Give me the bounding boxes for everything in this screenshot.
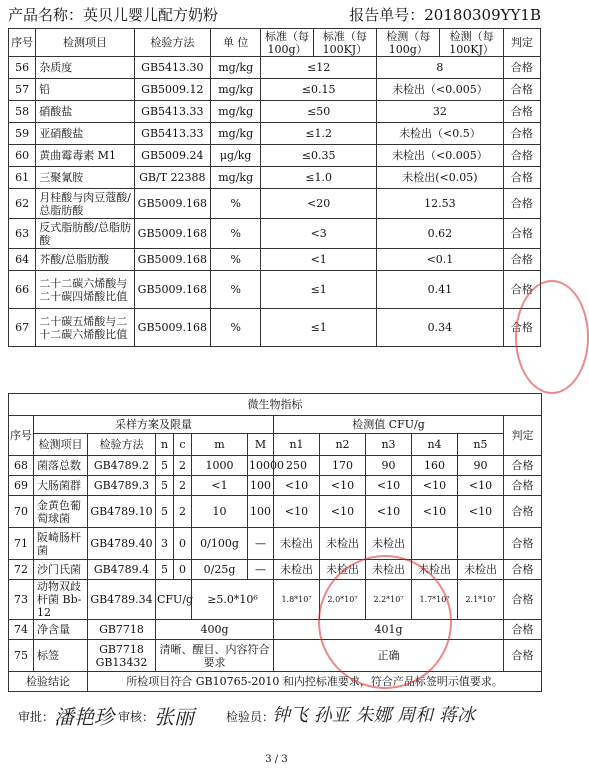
- row-std: <3: [261, 219, 377, 249]
- row-item: 月桂酸与肉豆蔻酸/总脂肪酸: [36, 189, 134, 219]
- table-row: [9, 167, 541, 189]
- row-result: 未检出(<0.05): [377, 167, 504, 189]
- row-judge: 合格: [503, 57, 540, 79]
- row-std: ≤0.35: [261, 145, 377, 167]
- row-result: 0.62: [377, 219, 504, 249]
- conclusion-text: 所检项目符合 GB10765-2010 和内控标准要求，符合产品标签明示值要求。: [88, 672, 542, 692]
- row-value: <10: [412, 476, 458, 496]
- row-M: —: [248, 560, 274, 580]
- col2-item: 检测项目: [34, 434, 88, 456]
- table-row: [9, 145, 541, 167]
- row-judge: 合格: [503, 189, 540, 219]
- row-c: 2: [174, 456, 192, 476]
- row-unit: %: [211, 309, 261, 347]
- row-no: 61: [9, 167, 36, 189]
- row-judge: 合格: [504, 580, 542, 620]
- row-no: 70: [9, 496, 34, 528]
- col-unit: 单 位: [211, 29, 261, 57]
- row-item: 金黄色葡萄球菌: [34, 496, 88, 528]
- conclusion-label: 检验结论: [9, 672, 88, 692]
- row-value: <10: [320, 496, 366, 528]
- col2-n3: n3: [366, 434, 412, 456]
- table-row: [9, 271, 541, 309]
- row-method: GB5413.33: [134, 101, 210, 123]
- row-value: 未检出: [366, 528, 412, 560]
- row-std: ≤12: [261, 57, 377, 79]
- row-method: GB4789.4: [88, 560, 156, 580]
- row-c: 0: [174, 528, 192, 560]
- row-std: ≤1: [261, 271, 377, 309]
- row-res: 401g: [274, 620, 504, 640]
- row-judge: 合格: [503, 123, 540, 145]
- row-no: 72: [9, 560, 34, 580]
- signature-area: [0, 705, 553, 743]
- row-method: GB5009.168: [134, 271, 210, 309]
- micro-results-table: [8, 393, 542, 692]
- row-method: GB4789.10: [88, 496, 156, 528]
- col2-n2: n2: [320, 434, 366, 456]
- row-item: 阪崎肠杆菌: [34, 528, 88, 560]
- row-item: 标签: [34, 640, 88, 672]
- row-unit: mg/kg: [211, 57, 261, 79]
- table-row: [9, 101, 541, 123]
- row-judge: 合格: [504, 456, 542, 476]
- row-no: 56: [9, 57, 36, 79]
- net-content-row: [9, 620, 542, 640]
- row-item: 杂质度: [36, 57, 134, 79]
- row-value: 90: [366, 456, 412, 476]
- row-value: <10: [366, 476, 412, 496]
- row-method: GB4789.40: [88, 528, 156, 560]
- row-item: 黄曲霉毒素 M1: [36, 145, 134, 167]
- row-result: 0.34: [377, 309, 504, 347]
- row-judge: 合格: [503, 309, 540, 347]
- row-item: 动物双歧杆菌 Bb-12: [34, 580, 88, 620]
- row-item: 亚硝酸盐: [36, 123, 134, 145]
- row-method: GB5413.33: [134, 123, 210, 145]
- table-row: [9, 79, 541, 101]
- conclusion-row: [9, 672, 542, 692]
- row-item: 沙门氏菌: [34, 560, 88, 580]
- row-unit: %: [211, 189, 261, 219]
- reviewer-label: 审批：: [18, 710, 55, 724]
- row-item: 二十碳五烯酸与二十二碳六烯酸比值: [36, 309, 134, 347]
- row-value: 160: [412, 456, 458, 476]
- row-std: <1: [261, 249, 377, 271]
- col-std100kj: 标准（每100KJ）: [313, 29, 376, 57]
- col-no: 序号: [9, 29, 36, 57]
- col2-c: c: [174, 434, 192, 456]
- plan-header: 采样方案及限量: [34, 416, 274, 434]
- row-judge: 合格: [504, 620, 542, 640]
- row-unit: mg/kg: [211, 101, 261, 123]
- row-value: <10: [274, 496, 320, 528]
- row-no: 63: [9, 219, 36, 249]
- row-value: 250: [274, 456, 320, 476]
- col2-m: m: [192, 434, 248, 456]
- row-value: <10: [366, 496, 412, 528]
- row-no: 71: [9, 528, 34, 560]
- row-no: 69: [9, 476, 34, 496]
- report-header: [8, 4, 545, 26]
- row-result: 12.53: [377, 189, 504, 219]
- row-value: [412, 528, 458, 560]
- row-m: <1: [192, 476, 248, 496]
- row-unit: %: [211, 249, 261, 271]
- row-c: 2: [174, 476, 192, 496]
- row-result: <0.1: [377, 249, 504, 271]
- row-no: 57: [9, 79, 36, 101]
- row-std: ≤50: [261, 101, 377, 123]
- row-std: ≤1.2: [261, 123, 377, 145]
- col2-n1: n1: [274, 434, 320, 456]
- row-result: 未检出（<0.005）: [377, 145, 504, 167]
- row-item: 三聚氰胺: [36, 167, 134, 189]
- row-value: 未检出: [274, 528, 320, 560]
- row-no: 73: [9, 580, 34, 620]
- row-std: ≤1.0: [261, 167, 377, 189]
- col2-M: M: [248, 434, 274, 456]
- col2-no: 序号: [9, 416, 34, 456]
- row-method: GB5009.168: [134, 309, 210, 347]
- table-row: [9, 580, 542, 620]
- row-m: 0/25g: [192, 560, 248, 580]
- col-method: 检验方法: [134, 29, 210, 57]
- row-value: 未检出: [274, 560, 320, 580]
- row-result: 8: [377, 57, 504, 79]
- table1-header-row: [9, 29, 541, 57]
- row-std: 清晰、醒目、内容符合要求: [156, 640, 274, 672]
- col-res100g: 检测（每100g）: [377, 29, 440, 57]
- row-method: GB5009.24: [134, 145, 210, 167]
- col-judge: 判定: [503, 29, 540, 57]
- row-unit: mg/kg: [211, 79, 261, 101]
- row-method: GB5009.168: [134, 249, 210, 271]
- company-seal: [318, 555, 452, 689]
- table-row: [9, 309, 541, 347]
- row-judge: 合格: [504, 476, 542, 496]
- row-item: 大肠菌群: [34, 476, 88, 496]
- row-n: 5: [156, 560, 174, 580]
- row-res: 正确: [274, 640, 504, 672]
- row-unit: mg/kg: [211, 167, 261, 189]
- row-value: 1.8*10⁷: [274, 580, 320, 620]
- report-number: 报告单号：20180309YY1B: [349, 6, 541, 24]
- row-judge: 合格: [503, 101, 540, 123]
- row-no: 68: [9, 456, 34, 476]
- row-judge: 合格: [504, 560, 542, 580]
- row-method: GB7718: [88, 620, 156, 640]
- col2-method: 检验方法: [88, 434, 156, 456]
- col-item: 检测项目: [36, 29, 134, 57]
- row-no: 58: [9, 101, 36, 123]
- row-method: GB4789.34: [88, 580, 156, 620]
- row-std: ≤0.15: [261, 79, 377, 101]
- inspector-label: 检验员：: [226, 710, 275, 724]
- row-no: 62: [9, 189, 36, 219]
- row-item: 菌落总数: [34, 456, 88, 476]
- col2-n: n: [156, 434, 174, 456]
- row-item: 反式脂肪酸/总脂肪酸: [36, 219, 134, 249]
- row-value: 170: [320, 456, 366, 476]
- col-std100g: 标准（每100g）: [261, 29, 313, 57]
- row-item: 硝酸盐: [36, 101, 134, 123]
- row-M: 100: [248, 476, 274, 496]
- row-unit: %: [211, 219, 261, 249]
- table-row: [9, 189, 541, 219]
- row-value: <10: [412, 496, 458, 528]
- row-no: 67: [9, 309, 36, 347]
- label-row: [9, 640, 542, 672]
- row-value: <10: [274, 476, 320, 496]
- row-value: 90: [458, 456, 504, 476]
- table-row: [9, 476, 542, 496]
- table-row: [9, 57, 541, 79]
- reviewer-signature: 潘艳珍: [54, 705, 114, 729]
- table-row: [9, 249, 541, 271]
- col2-judge: 判定: [504, 416, 542, 456]
- micro-title: 微生物指标: [9, 394, 542, 416]
- row-n: 3: [156, 528, 174, 560]
- row-value: 未检出: [458, 560, 504, 580]
- row-no: 66: [9, 271, 36, 309]
- row-value: 1.7*10⁷: [412, 580, 458, 620]
- col-res100kj: 检测（每100KJ）: [440, 29, 503, 57]
- row-judge: 合格: [503, 167, 540, 189]
- row-method: GB4789.3: [88, 476, 156, 496]
- row-method: [88, 640, 156, 672]
- row-method: GB5413.30: [134, 57, 210, 79]
- row-n: 5: [156, 456, 174, 476]
- row-value: [458, 528, 504, 560]
- row-result: 32: [377, 101, 504, 123]
- col2-n5: n5: [458, 434, 504, 456]
- row-value: 未检出: [366, 560, 412, 580]
- row-unit: %: [211, 271, 261, 309]
- row-c: 2: [174, 496, 192, 528]
- row-judge: 合格: [503, 249, 540, 271]
- row-method: GB5009.12: [134, 79, 210, 101]
- row-no: 74: [9, 620, 34, 640]
- row-method: GB5009.168: [134, 189, 210, 219]
- table-row: [9, 560, 542, 580]
- row-n: 5: [156, 476, 174, 496]
- row-value: 未检出: [320, 528, 366, 560]
- row-judge: 合格: [503, 79, 540, 101]
- row-unit: μg/kg: [211, 145, 261, 167]
- row-method: GB/T 22388: [134, 167, 210, 189]
- table-row: [9, 219, 541, 249]
- inspector-signatures: 钟飞 孙亚 朱娜 周和 蒋冰: [272, 705, 475, 726]
- row-method: GB5009.168: [134, 219, 210, 249]
- row-M: —: [248, 528, 274, 560]
- row-judge: 合格: [503, 271, 540, 309]
- row-result: 未检出（<0.005）: [377, 79, 504, 101]
- row-m: 10: [192, 496, 248, 528]
- method-line: GB13432: [95, 655, 148, 669]
- edge-seal: [515, 280, 589, 394]
- row-value: <10: [458, 476, 504, 496]
- row-value: 2.1*10⁷: [458, 580, 504, 620]
- row-value: 2.2*10⁷: [366, 580, 412, 620]
- row-item: 净含量: [34, 620, 88, 640]
- result-header: 检测值 CFU/g: [274, 416, 504, 434]
- row-judge: 合格: [504, 640, 542, 672]
- row-judge: 合格: [503, 145, 540, 167]
- row-result: 未检出（<0.5）: [377, 123, 504, 145]
- row-c: 0: [174, 560, 192, 580]
- row-item: 芥酸/总脂肪酸: [36, 249, 134, 271]
- row-M: 10000: [248, 456, 274, 476]
- method-line: GB7718: [99, 642, 144, 656]
- row-n: CFU/g: [156, 580, 192, 620]
- row-value: <10: [320, 476, 366, 496]
- row-judge: 合格: [504, 528, 542, 560]
- row-no: 59: [9, 123, 36, 145]
- auditor-label: 审核：: [118, 710, 155, 724]
- product-name: 产品名称：英贝儿婴儿配方奶粉: [8, 6, 219, 24]
- row-m: ≥5.0*10⁶: [192, 580, 274, 620]
- row-result: 0.41: [377, 271, 504, 309]
- table-row: [9, 123, 541, 145]
- row-std: 400g: [156, 620, 274, 640]
- row-m: 1000: [192, 456, 248, 476]
- row-std: <20: [261, 189, 377, 219]
- row-no: 64: [9, 249, 36, 271]
- table-row: [9, 456, 542, 476]
- row-judge: 合格: [504, 496, 542, 528]
- row-M: 100: [248, 496, 274, 528]
- table-row: [9, 496, 542, 528]
- row-value: <10: [458, 496, 504, 528]
- row-no: 60: [9, 145, 36, 167]
- table-row: [9, 528, 542, 560]
- row-item: 铅: [36, 79, 134, 101]
- row-item: 二十二碳六烯酸与二十碳四烯酸比值: [36, 271, 134, 309]
- row-unit: mg/kg: [211, 123, 261, 145]
- auditor-signature: 张丽: [154, 705, 194, 729]
- row-std: ≤1: [261, 309, 377, 347]
- row-method: GB4789.2: [88, 456, 156, 476]
- row-no: 75: [9, 640, 34, 672]
- row-value: 未检出: [412, 560, 458, 580]
- row-value: 2.0*10⁷: [320, 580, 366, 620]
- chemical-results-table: [8, 28, 541, 347]
- row-judge: 合格: [503, 219, 540, 249]
- row-m: 0/100g: [192, 528, 248, 560]
- page-number: 3 / 3: [265, 754, 288, 765]
- row-value: 未检出: [320, 560, 366, 580]
- row-n: 5: [156, 496, 174, 528]
- col2-n4: n4: [412, 434, 458, 456]
